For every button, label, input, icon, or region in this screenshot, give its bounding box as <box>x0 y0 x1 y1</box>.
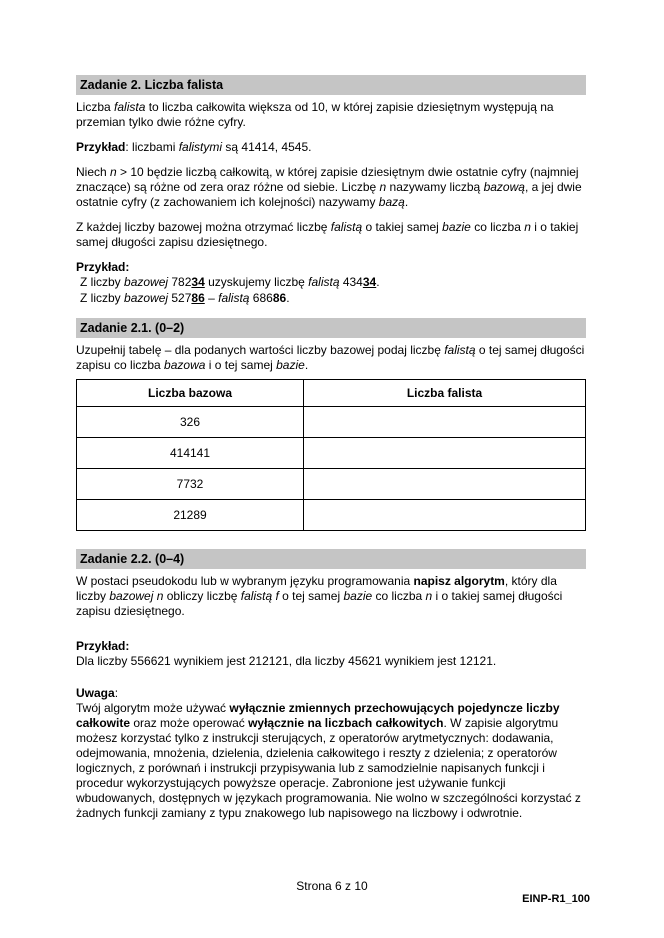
task-2-property-paragraph: Z każdej liczby bazowej można otrzymać liczbę falistą o takiej samej bazie co liczba n i o takiej samej długości zapisu dziesiętnego. <box>76 220 579 249</box>
falista-answer-cell <box>304 407 586 438</box>
task-2-title: Zadanie 2. Liczba falista <box>80 78 224 92</box>
task-2-definition-paragraph: Niech n > 10 będzie liczbą całkowitą, w której zapisie dziesiętnym dwie ostatnie cyfry (najmniej znaczące) są różne od zera oraz różne od siebie. Liczbę n nazywamy liczbą bazową, a jej dwie ostatnie cyfry (z zachowaniem ich kolejności) nazywamy bazą. <box>76 165 582 209</box>
spacer <box>76 669 586 686</box>
bazowa-value-cell: 21289 <box>77 500 304 531</box>
answer-table-head <box>77 380 586 407</box>
table-header-row <box>77 380 586 407</box>
column-header-liczba-bazowa: Liczba bazowa <box>77 380 304 407</box>
page-content <box>76 75 586 821</box>
task-2-intro-paragraph: Liczba falista to liczba całkowita większa od 10, w której zapisie dziesiętnym występują na przemian tylko dwie różne cyfry. <box>76 100 554 129</box>
task-2-header <box>76 75 586 95</box>
table-row <box>77 500 586 531</box>
bazowa-value-cell: 414141 <box>77 438 304 469</box>
task-2-2-title: Zadanie 2.2. (0–4) <box>80 552 185 566</box>
example-line-1: Z liczby bazowej 78234 uzyskujemy liczbę falistą 43434. <box>80 275 380 289</box>
note-paragraph: Twój algorytm może używać wyłącznie zmiennych przechowujących pojedyncze liczby całkowite oraz może operować wyłącznie na liczbach całkowitych. W zapisie algorytmu możesz korzystać tylko z instrukcji sterujących, z operatorów arytmetycznych: dodawania, odejmowania, mnożenia, dzielenia, dzielenia całkowitego i reszty z dzielenia; z operatorów logicznych, z porównań i instrukcji przypisywania lub z samodzielnie napisanych funkcji i procedur wykorzystujących powyższe operacje. Zabronione jest używanie funkcji wbudowanych, dostępnych w językach programowania. Nie wolno w szczególności korzystać z żadnych funkcji zamiany z typu znakowego lub napisowego na liczbowy i odwrotnie. <box>76 701 581 820</box>
example-line-2: Z liczby bazowej 52786 – falistą 68686. <box>80 290 290 305</box>
table-row <box>77 438 586 469</box>
task-2-2-instruction: W postaci pseudokodu lub w wybranym języku programowania napisz algorytm, który dla liczby bazowej n obliczy liczbę falistą f o tej samej bazie co liczba n i o takiej samej długości zapisu dziesiętnego. <box>76 574 563 618</box>
task-2-inline-example: Przykład: liczbami falistymi są 41414, 4545. <box>76 140 312 154</box>
falista-answer-cell <box>304 500 586 531</box>
task-2-example-block <box>76 260 586 306</box>
table-row <box>77 469 586 500</box>
answer-table-body <box>77 407 586 531</box>
example-label: Przykład: <box>76 260 130 274</box>
spacer <box>76 629 586 639</box>
page-number: Strona 6 z 10 <box>296 879 368 893</box>
task-2-2-example-text: Dla liczby 556621 wynikiem jest 212121, dla liczby 45621 wynikiem jest 12121. <box>76 654 497 668</box>
column-header-liczba-falista: Liczba falista <box>304 380 586 407</box>
falista-answer-cell <box>304 469 586 500</box>
bazowa-value-cell: 7732 <box>77 469 304 500</box>
task-2-1-title: Zadanie 2.1. (0–2) <box>80 321 185 335</box>
note-label: Uwaga: <box>76 686 119 700</box>
task-2-1-instruction: Uzupełnij tabelę – dla podanych wartości liczby bazowej podaj liczbę falistą o tej samej długości zapisu co liczba bazowa i o tej samej bazie. <box>76 343 585 372</box>
document-code: EINP-R1_100 <box>522 893 590 905</box>
falista-answer-cell <box>304 438 586 469</box>
task-2-1-header <box>76 318 586 338</box>
table-row <box>77 407 586 438</box>
bazowa-value-cell: 326 <box>77 407 304 438</box>
task-2-2-header <box>76 549 586 569</box>
example-label: Przykład: <box>76 639 130 653</box>
answer-table <box>76 379 586 531</box>
